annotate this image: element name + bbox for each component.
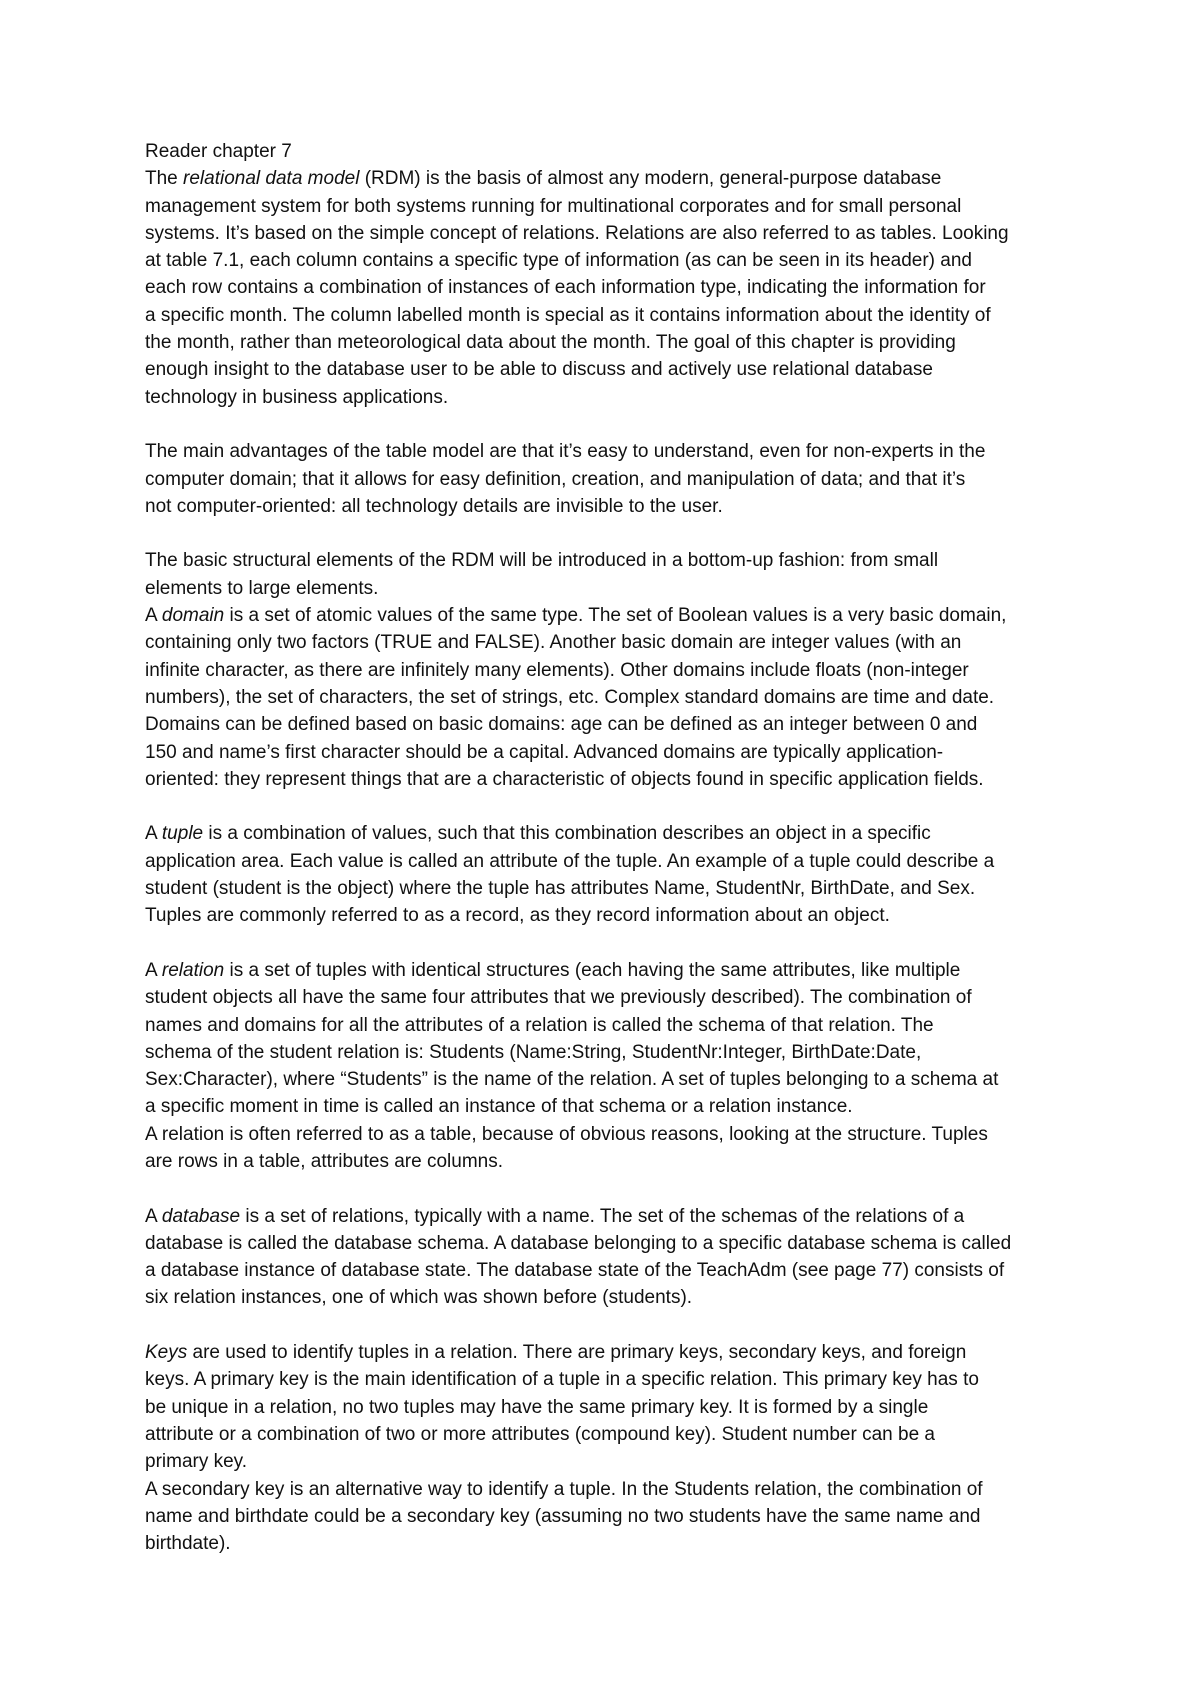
text-line: The basic structural elements of the RDM will be introduced in a bottom-up fashion: from small	[145, 550, 939, 572]
text-line: Tuples are commonly referred to as a record, as they record information about an object.	[145, 905, 890, 927]
text-line: student (student is the object) where the tuple has attributes Name, StudentNr, BirthDate, and Sex.	[145, 878, 976, 900]
text-run: (RDM) is the basis of almost any modern, general-purpose database	[359, 168, 942, 190]
text-line: containing only two factors (TRUE and FALSE). Another basic domain are integer values (with an	[145, 632, 962, 654]
text-line: student objects all have the same four attributes that we previously described). The combination of	[145, 987, 972, 1009]
italic-term: Keys	[145, 1342, 188, 1364]
text-line: birthdate).	[145, 1533, 231, 1555]
text-run: are used to identify tuples in a relation. There are primary keys, secondary keys, and foreign	[187, 1342, 967, 1364]
text-line: technology in business applications.	[145, 386, 449, 408]
text-run: is a combination of values, such that this combination describes an object in a specific	[203, 823, 931, 845]
text-line: schema of the student relation is: Students (Name:String, StudentNr:Integer, BirthDate:Date,	[145, 1041, 922, 1063]
text-line: A relation is often referred to as a table, because of obvious reasons, looking at the structure. Tuples	[145, 1123, 988, 1145]
text-line: the month, rather than meteorological data about the month. The goal of this chapter is providing	[145, 332, 956, 354]
paragraph-spacer	[145, 1175, 1075, 1202]
paragraph-domain	[145, 602, 1075, 793]
text-line: a specific moment in time is called an instance of that schema or a relation instance.	[145, 1096, 853, 1118]
paragraph-keys	[145, 1339, 1075, 1475]
paragraph-structural-elements	[145, 547, 1075, 602]
text-run: is a set of relations, typically with a name. The set of the schemas of the relations of a	[240, 1205, 965, 1227]
italic-term: domain	[161, 605, 225, 627]
text-run: A	[145, 959, 162, 981]
text-line: each row contains a combination of instances of each information type, indicating the information for	[145, 277, 986, 299]
text-line: computer domain; that it allows for easy definition, creation, and manipulation of data; and that it’s	[145, 468, 966, 490]
italic-term: relation	[161, 959, 225, 981]
text-line: primary key.	[145, 1451, 248, 1473]
text-line: Domains can be defined based on basic domains: age can be defined as an integer between 0 and	[145, 714, 978, 736]
text-run: The	[145, 168, 184, 190]
text-line: keys. A primary key is the main identification of a tuple in a specific relation. This primary key has to	[145, 1369, 979, 1391]
paragraph-spacer	[145, 930, 1075, 957]
paragraph-relational-data-model	[145, 165, 1075, 411]
text-line	[145, 165, 1075, 192]
text-run: is a set of tuples with identical structures (each having the same attributes, like multiple	[224, 959, 961, 981]
text-line: names and domains for all the attributes of a relation is called the schema of that relation. The	[145, 1014, 934, 1036]
paragraph-spacer	[145, 411, 1075, 438]
text-line: Sex:Character), where “Students” is the name of the relation. A set of tuples belonging to a schema at	[145, 1069, 999, 1091]
text-line: are rows in a table, attributes are columns.	[145, 1150, 504, 1172]
text-line: six relation instances, one of which was shown before (students).	[145, 1287, 693, 1309]
text-line	[145, 1203, 1075, 1230]
text-line: attribute or a combination of two or more attributes (compound key). Student number can be a	[145, 1423, 935, 1445]
text-line: A secondary key is an alternative way to identify a tuple. In the Students relation, the combination of	[145, 1478, 983, 1500]
text-line: name and birthdate could be a secondary key (assuming no two students have the same name and	[145, 1505, 981, 1527]
paragraph-database	[145, 1203, 1075, 1312]
document-title: Reader chapter 7	[145, 141, 292, 162]
paragraph-spacer	[145, 1312, 1075, 1339]
document-page	[145, 138, 1075, 1557]
text-line: oriented: they represent things that are a characteristic of objects found in specific application fields.	[145, 768, 984, 790]
text-line: at table 7.1, each column contains a specific type of information (as can be seen in its header) and	[145, 250, 972, 272]
italic-term: tuple	[161, 823, 204, 845]
text-line	[145, 602, 1075, 629]
paragraph-relation-table	[145, 1121, 1075, 1176]
text-line	[145, 957, 1075, 984]
text-line: database is called the database schema. A database belonging to a specific database schema is called	[145, 1232, 1012, 1254]
text-run: A	[145, 823, 162, 845]
text-line: The main advantages of the table model are that it’s easy to understand, even for non-experts in the	[145, 441, 986, 463]
italic-term: database	[161, 1205, 241, 1227]
text-line	[145, 820, 1075, 847]
paragraph-advantages	[145, 438, 1075, 520]
paragraph-tuple	[145, 820, 1075, 929]
text-line: be unique in a relation, no two tuples may have the same primary key. It is formed by a single	[145, 1396, 929, 1418]
paragraph-secondary-key	[145, 1476, 1075, 1558]
text-line: infinite character, as there are infinitely many elements). Other domains include floats (non-integer	[145, 659, 969, 681]
paragraph-relation	[145, 957, 1075, 1121]
text-line: enough insight to the database user to be able to discuss and actively use relational database	[145, 359, 933, 381]
text-run: A	[145, 1205, 162, 1227]
text-run: is a set of atomic values of the same type. The set of Boolean values is a very basic domain,	[224, 605, 1007, 627]
text-line: numbers), the set of characters, the set of strings, etc. Complex standard domains are time and date.	[145, 686, 995, 708]
text-line: a specific month. The column labelled month is special as it contains information about the identity of	[145, 304, 991, 326]
text-line: a database instance of database state. The database state of the TeachAdm (see page 77) consists of	[145, 1260, 1005, 1282]
text-line: not computer-oriented: all technology details are invisible to the user.	[145, 495, 723, 517]
text-line: application area. Each value is called an attribute of the tuple. An example of a tuple could describe a	[145, 850, 995, 872]
text-run: A	[145, 605, 162, 627]
text-line: elements to large elements.	[145, 577, 379, 599]
italic-term: relational data model	[183, 168, 360, 190]
paragraph-spacer	[145, 520, 1075, 547]
text-line: systems. It’s based on the simple concept of relations. Relations are also referred to as tables. Looking	[145, 222, 1009, 244]
text-line: 150 and name’s first character should be a capital. Advanced domains are typically application-	[145, 741, 944, 763]
text-line	[145, 1339, 1075, 1366]
text-line: management system for both systems running for multinational corporates and for small personal	[145, 195, 962, 217]
paragraph-spacer	[145, 793, 1075, 820]
